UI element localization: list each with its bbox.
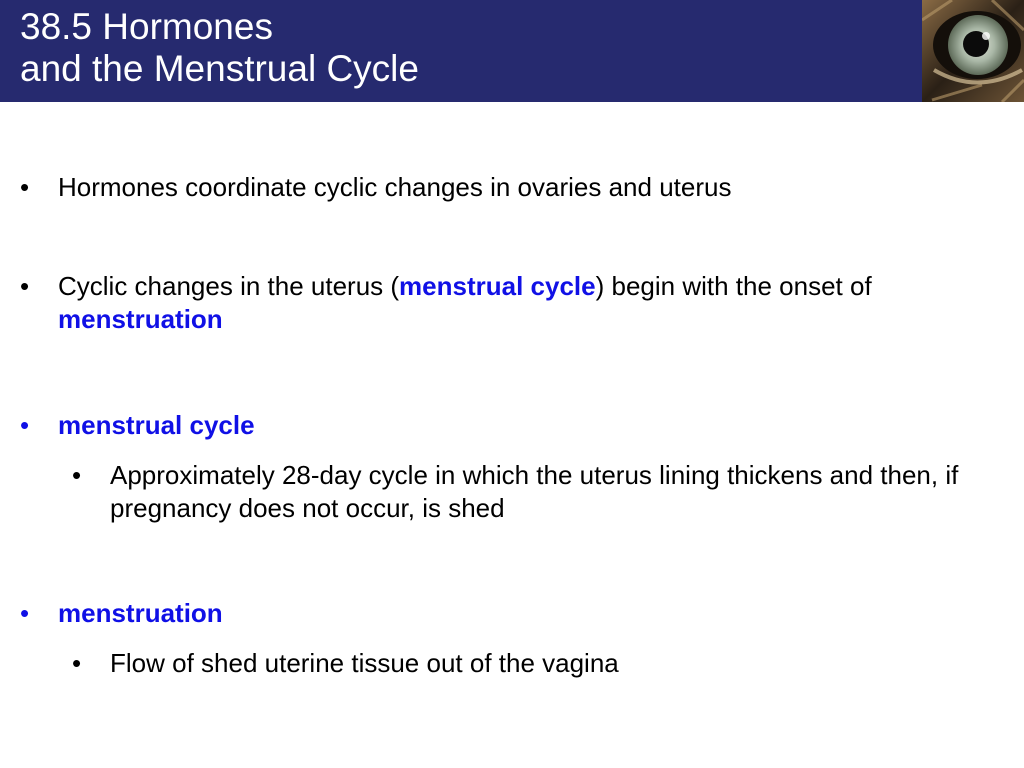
term-menstrual-cycle: menstrual cycle [399,271,596,301]
bullet-dot: • [20,172,30,202]
heading-menstruation: menstruation [58,598,223,628]
title-line-1: 38.5 Hormones [20,6,273,47]
bullet-text: Approximately 28-day cycle in which the uterus lining thickens and then, if pregnancy does not occur, is shed [110,460,959,523]
bullet-text: Hormones coordinate cyclic changes in ovaries and uterus [58,172,732,202]
bullet-text [58,270,1008,336]
bullet-dot: • [20,410,30,440]
list-item [20,171,1010,211]
bullet-dot: • [72,648,82,678]
bullet-dot: • [72,460,82,490]
list-item [20,270,1010,350]
list-item [20,409,1010,449]
bullet-dot: • [20,598,30,628]
bullet-text: Flow of shed uterine tissue out of the vagina [110,648,619,678]
title-line-2: and the Menstrual Cycle [20,48,419,89]
list-item [20,597,1010,637]
text-segment: ) begin with the onset of [595,271,872,301]
term-menstruation: menstruation [58,304,223,334]
bullet-dot: • [20,271,30,301]
heading-menstrual-cycle: menstrual cycle [58,410,255,440]
list-item [72,647,1002,687]
list-item [72,459,1002,539]
text-segment: Cyclic changes in the uterus ( [58,271,400,301]
